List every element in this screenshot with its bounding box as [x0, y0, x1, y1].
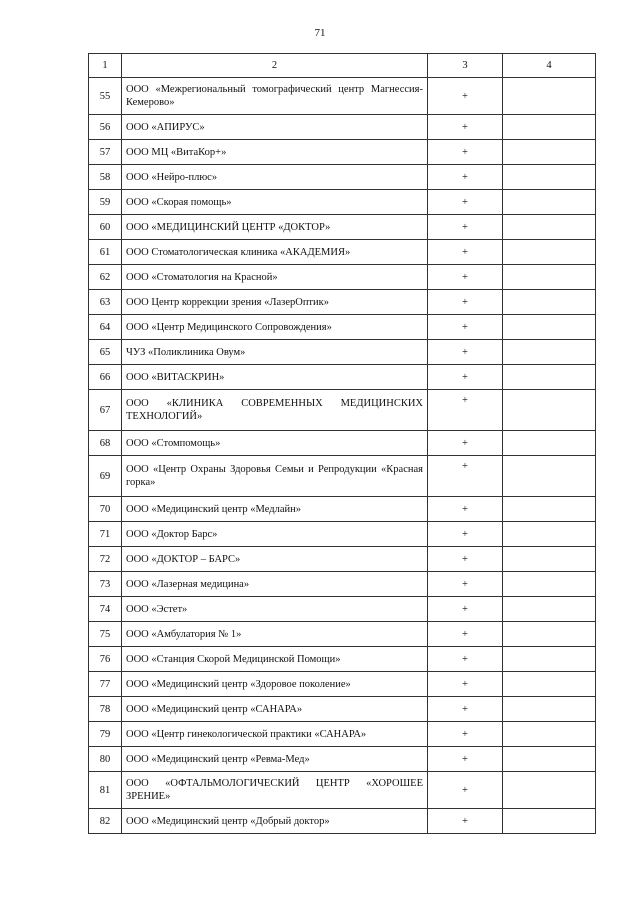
- mark-cell: +: [428, 647, 503, 672]
- mark-cell: +: [428, 365, 503, 390]
- row-number: 71: [89, 522, 122, 547]
- table-row: [89, 522, 596, 547]
- organization-name: ООО «Станция Скорой Медицинской Помощи»: [122, 647, 428, 672]
- organization-name: ООО «Центр Медицинского Сопровождения»: [122, 315, 428, 340]
- row-number: 55: [89, 78, 122, 115]
- page-number: 71: [314, 27, 326, 39]
- table-row: [89, 809, 596, 834]
- mark-cell: +: [428, 315, 503, 340]
- row-number: 76: [89, 647, 122, 672]
- row-number: 59: [89, 190, 122, 215]
- row-number: 68: [89, 431, 122, 456]
- table-row: [89, 622, 596, 647]
- table-row: [89, 115, 596, 140]
- row-number: 80: [89, 747, 122, 772]
- organization-name: ООО «Нейро-плюс»: [122, 165, 428, 190]
- mark-cell: +: [428, 431, 503, 456]
- mark-cell: +: [428, 622, 503, 647]
- column-4-cell: [503, 265, 596, 290]
- table-row: [89, 165, 596, 190]
- organization-name: ООО «ДОКТОР – БАРС»: [122, 547, 428, 572]
- table-row: [89, 190, 596, 215]
- mark-cell: +: [428, 165, 503, 190]
- column-4-cell: [503, 78, 596, 115]
- organization-name: ООО МЦ «ВитаКор+»: [122, 140, 428, 165]
- table-row: [89, 697, 596, 722]
- organization-name: ООО «Эстет»: [122, 597, 428, 622]
- organization-name: ООО «Доктор Барс»: [122, 522, 428, 547]
- mark-cell: +: [428, 456, 503, 497]
- table-row: [89, 647, 596, 672]
- row-number: 56: [89, 115, 122, 140]
- table-row: [89, 572, 596, 597]
- organizations-table: [88, 53, 596, 834]
- mark-cell: +: [428, 522, 503, 547]
- row-number: 69: [89, 456, 122, 497]
- column-4-cell: [503, 315, 596, 340]
- table-row: [89, 365, 596, 390]
- mark-cell: +: [428, 722, 503, 747]
- row-number: 81: [89, 772, 122, 809]
- column-4-cell: [503, 672, 596, 697]
- mark-cell: +: [428, 140, 503, 165]
- column-header-1: 1: [89, 54, 122, 78]
- column-4-cell: [503, 340, 596, 365]
- row-number: 77: [89, 672, 122, 697]
- row-number: 78: [89, 697, 122, 722]
- mark-cell: +: [428, 547, 503, 572]
- mark-cell: +: [428, 597, 503, 622]
- mark-cell: +: [428, 115, 503, 140]
- mark-cell: +: [428, 697, 503, 722]
- organization-name: ООО «Стоматология на Красной»: [122, 265, 428, 290]
- table-row: [89, 597, 596, 622]
- column-4-cell: [503, 456, 596, 497]
- organization-name: ООО «ВИТАСКРИН»: [122, 365, 428, 390]
- row-number: 82: [89, 809, 122, 834]
- column-4-cell: [503, 290, 596, 315]
- mark-cell: +: [428, 497, 503, 522]
- column-4-cell: [503, 190, 596, 215]
- table-row: [89, 340, 596, 365]
- mark-cell: +: [428, 340, 503, 365]
- table-row: [89, 290, 596, 315]
- table-row: [89, 431, 596, 456]
- mark-cell: +: [428, 265, 503, 290]
- table-row: [89, 547, 596, 572]
- organization-name: ООО «Межрегиональный томографический центр Магнессия-Кемерово»: [122, 78, 428, 115]
- column-4-cell: [503, 547, 596, 572]
- organization-name: ООО «Скорая помощь»: [122, 190, 428, 215]
- column-4-cell: [503, 772, 596, 809]
- row-number: 75: [89, 622, 122, 647]
- column-4-cell: [503, 431, 596, 456]
- column-header-3: 3: [428, 54, 503, 78]
- column-4-cell: [503, 140, 596, 165]
- mark-cell: +: [428, 809, 503, 834]
- organization-name: ООО «МЕДИЦИНСКИЙ ЦЕНТР «ДОКТОР»: [122, 215, 428, 240]
- row-number: 74: [89, 597, 122, 622]
- organization-name: ООО Центр коррекции зрения «ЛазерОптик»: [122, 290, 428, 315]
- organization-name: ООО «Медицинский центр «Медлайн»: [122, 497, 428, 522]
- row-number: 65: [89, 340, 122, 365]
- row-number: 64: [89, 315, 122, 340]
- column-4-cell: [503, 572, 596, 597]
- table-row: [89, 747, 596, 772]
- row-number: 79: [89, 722, 122, 747]
- column-4-cell: [503, 622, 596, 647]
- row-number: 57: [89, 140, 122, 165]
- column-4-cell: [503, 365, 596, 390]
- organization-name: ООО «Центр гинекологической практики «САНАРА»: [122, 722, 428, 747]
- organization-name: ООО «Медицинский центр «САНАРА»: [122, 697, 428, 722]
- table-row: [89, 772, 596, 809]
- table-row: [89, 315, 596, 340]
- row-number: 67: [89, 390, 122, 431]
- mark-cell: +: [428, 572, 503, 597]
- column-4-cell: [503, 809, 596, 834]
- organization-name: ООО «Медицинский центр «Ревма-Мед»: [122, 747, 428, 772]
- mark-cell: +: [428, 240, 503, 265]
- organization-name: ООО «Стомпомощь»: [122, 431, 428, 456]
- table-row: [89, 390, 596, 431]
- organization-name: ООО «АПИРУС»: [122, 115, 428, 140]
- organization-name: ООО «ОФТАЛЬМОЛОГИЧЕСКИЙ ЦЕНТР «ХОРОШЕЕ ЗРЕНИЕ»: [122, 772, 428, 809]
- mark-cell: +: [428, 215, 503, 240]
- column-4-cell: [503, 722, 596, 747]
- table-row: [89, 672, 596, 697]
- mark-cell: +: [428, 190, 503, 215]
- column-4-cell: [503, 647, 596, 672]
- organization-name: ООО Стоматологическая клиника «АКАДЕМИЯ»: [122, 240, 428, 265]
- column-header-2: 2: [122, 54, 428, 78]
- row-number: 58: [89, 165, 122, 190]
- organization-name: ЧУЗ «Поликлиника Овум»: [122, 340, 428, 365]
- column-4-cell: [503, 747, 596, 772]
- row-number: 70: [89, 497, 122, 522]
- table-row: [89, 240, 596, 265]
- mark-cell: +: [428, 772, 503, 809]
- organization-name: ООО «КЛИНИКА СОВРЕМЕННЫХ МЕДИЦИНСКИХ ТЕХНОЛОГИЙ»: [122, 390, 428, 431]
- row-number: 63: [89, 290, 122, 315]
- table-row: [89, 456, 596, 497]
- organization-name: ООО «Амбулатория № 1»: [122, 622, 428, 647]
- mark-cell: +: [428, 747, 503, 772]
- column-4-cell: [503, 497, 596, 522]
- organization-name: ООО «Лазерная медицина»: [122, 572, 428, 597]
- column-4-cell: [503, 390, 596, 431]
- table-header-row: [89, 54, 596, 78]
- row-number: 60: [89, 215, 122, 240]
- column-4-cell: [503, 697, 596, 722]
- table-row: [89, 215, 596, 240]
- organization-name: ООО «Медицинский центр «Добрый доктор»: [122, 809, 428, 834]
- table-row: [89, 722, 596, 747]
- organization-name: ООО «Центр Охраны Здоровья Семьи и Репродукции «Красная горка»: [122, 456, 428, 497]
- table-row: [89, 497, 596, 522]
- column-4-cell: [503, 522, 596, 547]
- column-4-cell: [503, 165, 596, 190]
- row-number: 62: [89, 265, 122, 290]
- column-4-cell: [503, 240, 596, 265]
- table-row: [89, 78, 596, 115]
- mark-cell: +: [428, 390, 503, 431]
- column-4-cell: [503, 597, 596, 622]
- table-row: [89, 140, 596, 165]
- column-4-cell: [503, 215, 596, 240]
- mark-cell: +: [428, 290, 503, 315]
- column-header-4: 4: [503, 54, 596, 78]
- row-number: 72: [89, 547, 122, 572]
- row-number: 66: [89, 365, 122, 390]
- column-4-cell: [503, 115, 596, 140]
- mark-cell: +: [428, 672, 503, 697]
- organization-name: ООО «Медицинский центр «Здоровое поколение»: [122, 672, 428, 697]
- table-row: [89, 265, 596, 290]
- row-number: 73: [89, 572, 122, 597]
- mark-cell: +: [428, 78, 503, 115]
- row-number: 61: [89, 240, 122, 265]
